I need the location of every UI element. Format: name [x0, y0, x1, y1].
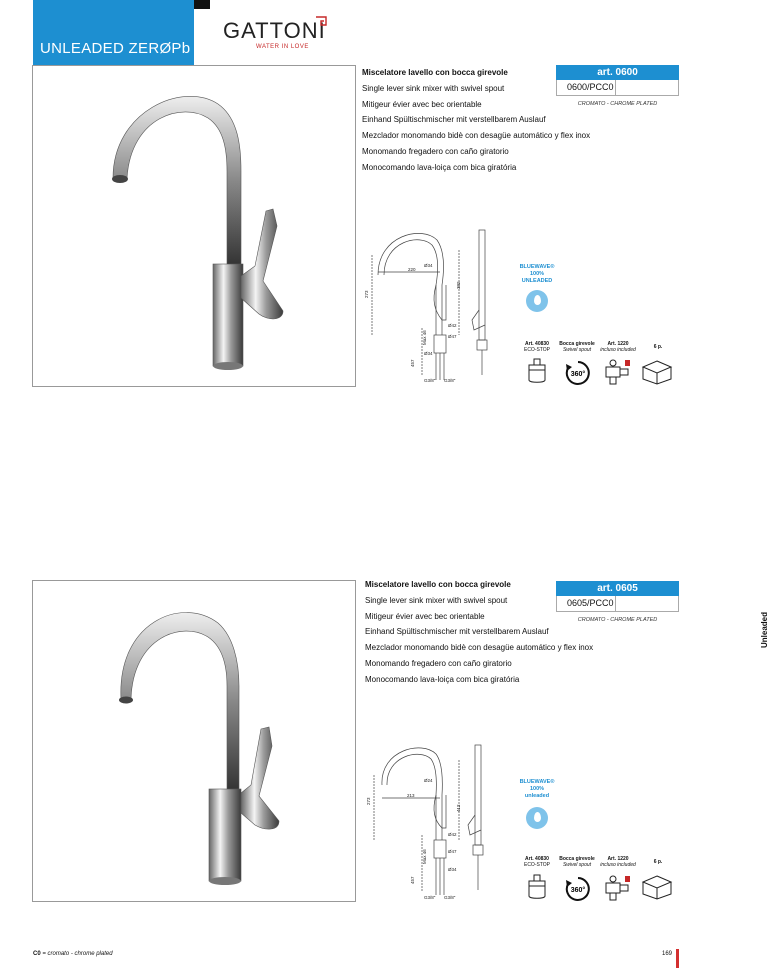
cartridge-icon [525, 358, 549, 384]
description-fr: Mitigeur évier avec bec orientable [365, 611, 485, 621]
description-it: Miscelatore lavello con bocca girevole [365, 580, 511, 589]
dim-label: 412 [456, 804, 461, 812]
feature-title: 6 p. [653, 344, 663, 350]
dim-label: 213 [407, 793, 415, 798]
description-pt: Monocomando lava-loiça com bica giratória [362, 162, 517, 172]
badge-line: unleaded [524, 793, 550, 799]
article-code [556, 80, 679, 96]
angle-valve-icon [603, 358, 633, 386]
package-box-icon [640, 872, 674, 900]
feature-title: Art. 40830 [525, 856, 549, 862]
header-accent [194, 0, 210, 9]
footer-note [33, 951, 113, 957]
brand-tagline: WATER IN LOVE [256, 44, 309, 50]
description-de: Einhand Spültischmischer mit verstellbarem Auslauf [362, 115, 546, 125]
feature-valve [598, 341, 638, 353]
feature-sub: Swivel spout [562, 347, 592, 353]
article-box [556, 581, 679, 612]
badge-line: 100% [529, 271, 545, 277]
dim-label: G3/8" [444, 895, 456, 900]
dim-label: Ø47 [448, 334, 457, 339]
faucet-image [33, 66, 357, 388]
dim-label: Ø47 [448, 849, 457, 854]
water-drop-icon [526, 290, 548, 312]
feature-sub: ECO-STOP [523, 347, 551, 353]
feature-title: Bocca girevole [559, 341, 595, 347]
swivel-360-icon [564, 876, 592, 902]
feature-sub: Swivel spout [562, 862, 592, 868]
technical-drawing [362, 225, 512, 385]
dim-label: Ø42 [448, 832, 457, 837]
footer-text: = cromato - chrome plated [42, 951, 113, 957]
code-separator [615, 596, 616, 611]
description-de: Einhand Spültischmischer mit verstellbarem Auslauf [365, 627, 549, 637]
technical-drawing [362, 740, 512, 902]
description-es: Mezclador monomando bidè con desagüe automático y flex inox [365, 643, 594, 653]
dim-label: G3/8" [424, 895, 436, 900]
water-drop-icon [526, 807, 548, 829]
swivel-label: 360° [570, 371, 586, 378]
description-fr: Mitigeur évier avec bec orientable [362, 99, 482, 109]
description-it: Miscelatore lavello con bocca girevole [362, 68, 508, 77]
bluewave-badge [515, 264, 559, 285]
swivel-label: 360° [570, 887, 586, 894]
article-number: art. 0600 [556, 65, 679, 80]
badge-line: BLUEWAVE® [519, 779, 555, 785]
dim-label: Max 46 [422, 849, 427, 864]
article-code [556, 596, 679, 612]
dim-label: Max 46 [422, 330, 427, 345]
feature-title: Art. 1220 [607, 856, 629, 862]
feature-title: Bocca girevole [559, 856, 595, 862]
dim-label: Ø24 [424, 778, 433, 783]
code-separator [615, 80, 616, 95]
dim-label: 457 [410, 359, 415, 367]
page-number: 169 [662, 951, 673, 957]
brand-name: GATTONI [223, 18, 326, 43]
page-title: UNLEADED ZERØPb [40, 40, 191, 57]
dim-label: Ø42 [448, 323, 457, 328]
feature-pack [638, 344, 678, 350]
finish-label: CROMATO - CHROME PLATED [577, 101, 658, 107]
description-en: Single lever sink mixer with swivel spout [362, 83, 505, 93]
dim-label: 273 [364, 290, 369, 298]
description-en: Single lever sink mixer with swivel spout [365, 595, 508, 605]
dim-label: 220 [408, 267, 416, 272]
badge-line: UNLEADED [521, 278, 553, 284]
article-code-text: 0605/PCC0 [567, 598, 614, 608]
description-es2: Monomando fregadero con caño giratorio [365, 658, 512, 668]
footer-code: C0 [33, 951, 41, 957]
badge-line: 100% [529, 786, 545, 792]
swivel-360-icon [564, 360, 592, 386]
brand-logo [223, 18, 333, 54]
dim-label: Ø34 [448, 867, 457, 872]
feature-sub: incluso included [600, 862, 636, 868]
description-pt: Monocomando lava-loiça com bica giratória [365, 674, 520, 684]
feature-ecostop [517, 341, 557, 353]
badge-line: BLUEWAVE® [519, 264, 555, 270]
dim-label: 273 [366, 797, 371, 805]
finish-label: CROMATO - CHROME PLATED [577, 617, 658, 623]
feature-sub: incluso included [600, 347, 636, 353]
angle-valve-icon [603, 874, 633, 902]
description-es2: Monomando fregadero con caño giratorio [362, 146, 509, 156]
cartridge-icon [525, 874, 549, 900]
bluewave-badge [515, 779, 559, 800]
feature-title: Art. 1220 [607, 341, 629, 347]
feature-sub: ECO-STOP [523, 862, 551, 868]
feature-valve [598, 856, 638, 868]
dim-label: G3/8" [424, 378, 436, 383]
page-marker [676, 949, 679, 968]
description-es: Mezclador monomando bidè con desagüe automático y flex inox [362, 131, 591, 141]
feature-swivel [557, 856, 597, 868]
feature-ecostop [517, 856, 557, 868]
article-code-text: 0600/PCC0 [567, 82, 614, 92]
dim-label: 457 [410, 876, 415, 884]
feature-title: Art. 40830 [525, 341, 549, 347]
dim-label: Ø34 [424, 351, 433, 356]
section-side-label: Unleaded [760, 611, 769, 648]
product-photo [32, 65, 356, 387]
dim-label: 382 [456, 281, 461, 289]
brand-mark-icon [315, 16, 327, 26]
dim-label: Ø34 [424, 263, 433, 268]
package-box-icon [640, 357, 674, 385]
feature-swivel [557, 341, 597, 353]
dim-label: G3/8" [444, 378, 456, 383]
feature-pack [638, 859, 678, 865]
product-photo [32, 580, 356, 902]
feature-title: 6 p. [653, 859, 663, 865]
article-box [556, 65, 679, 96]
article-number: art. 0605 [556, 581, 679, 596]
faucet-image [33, 581, 357, 903]
